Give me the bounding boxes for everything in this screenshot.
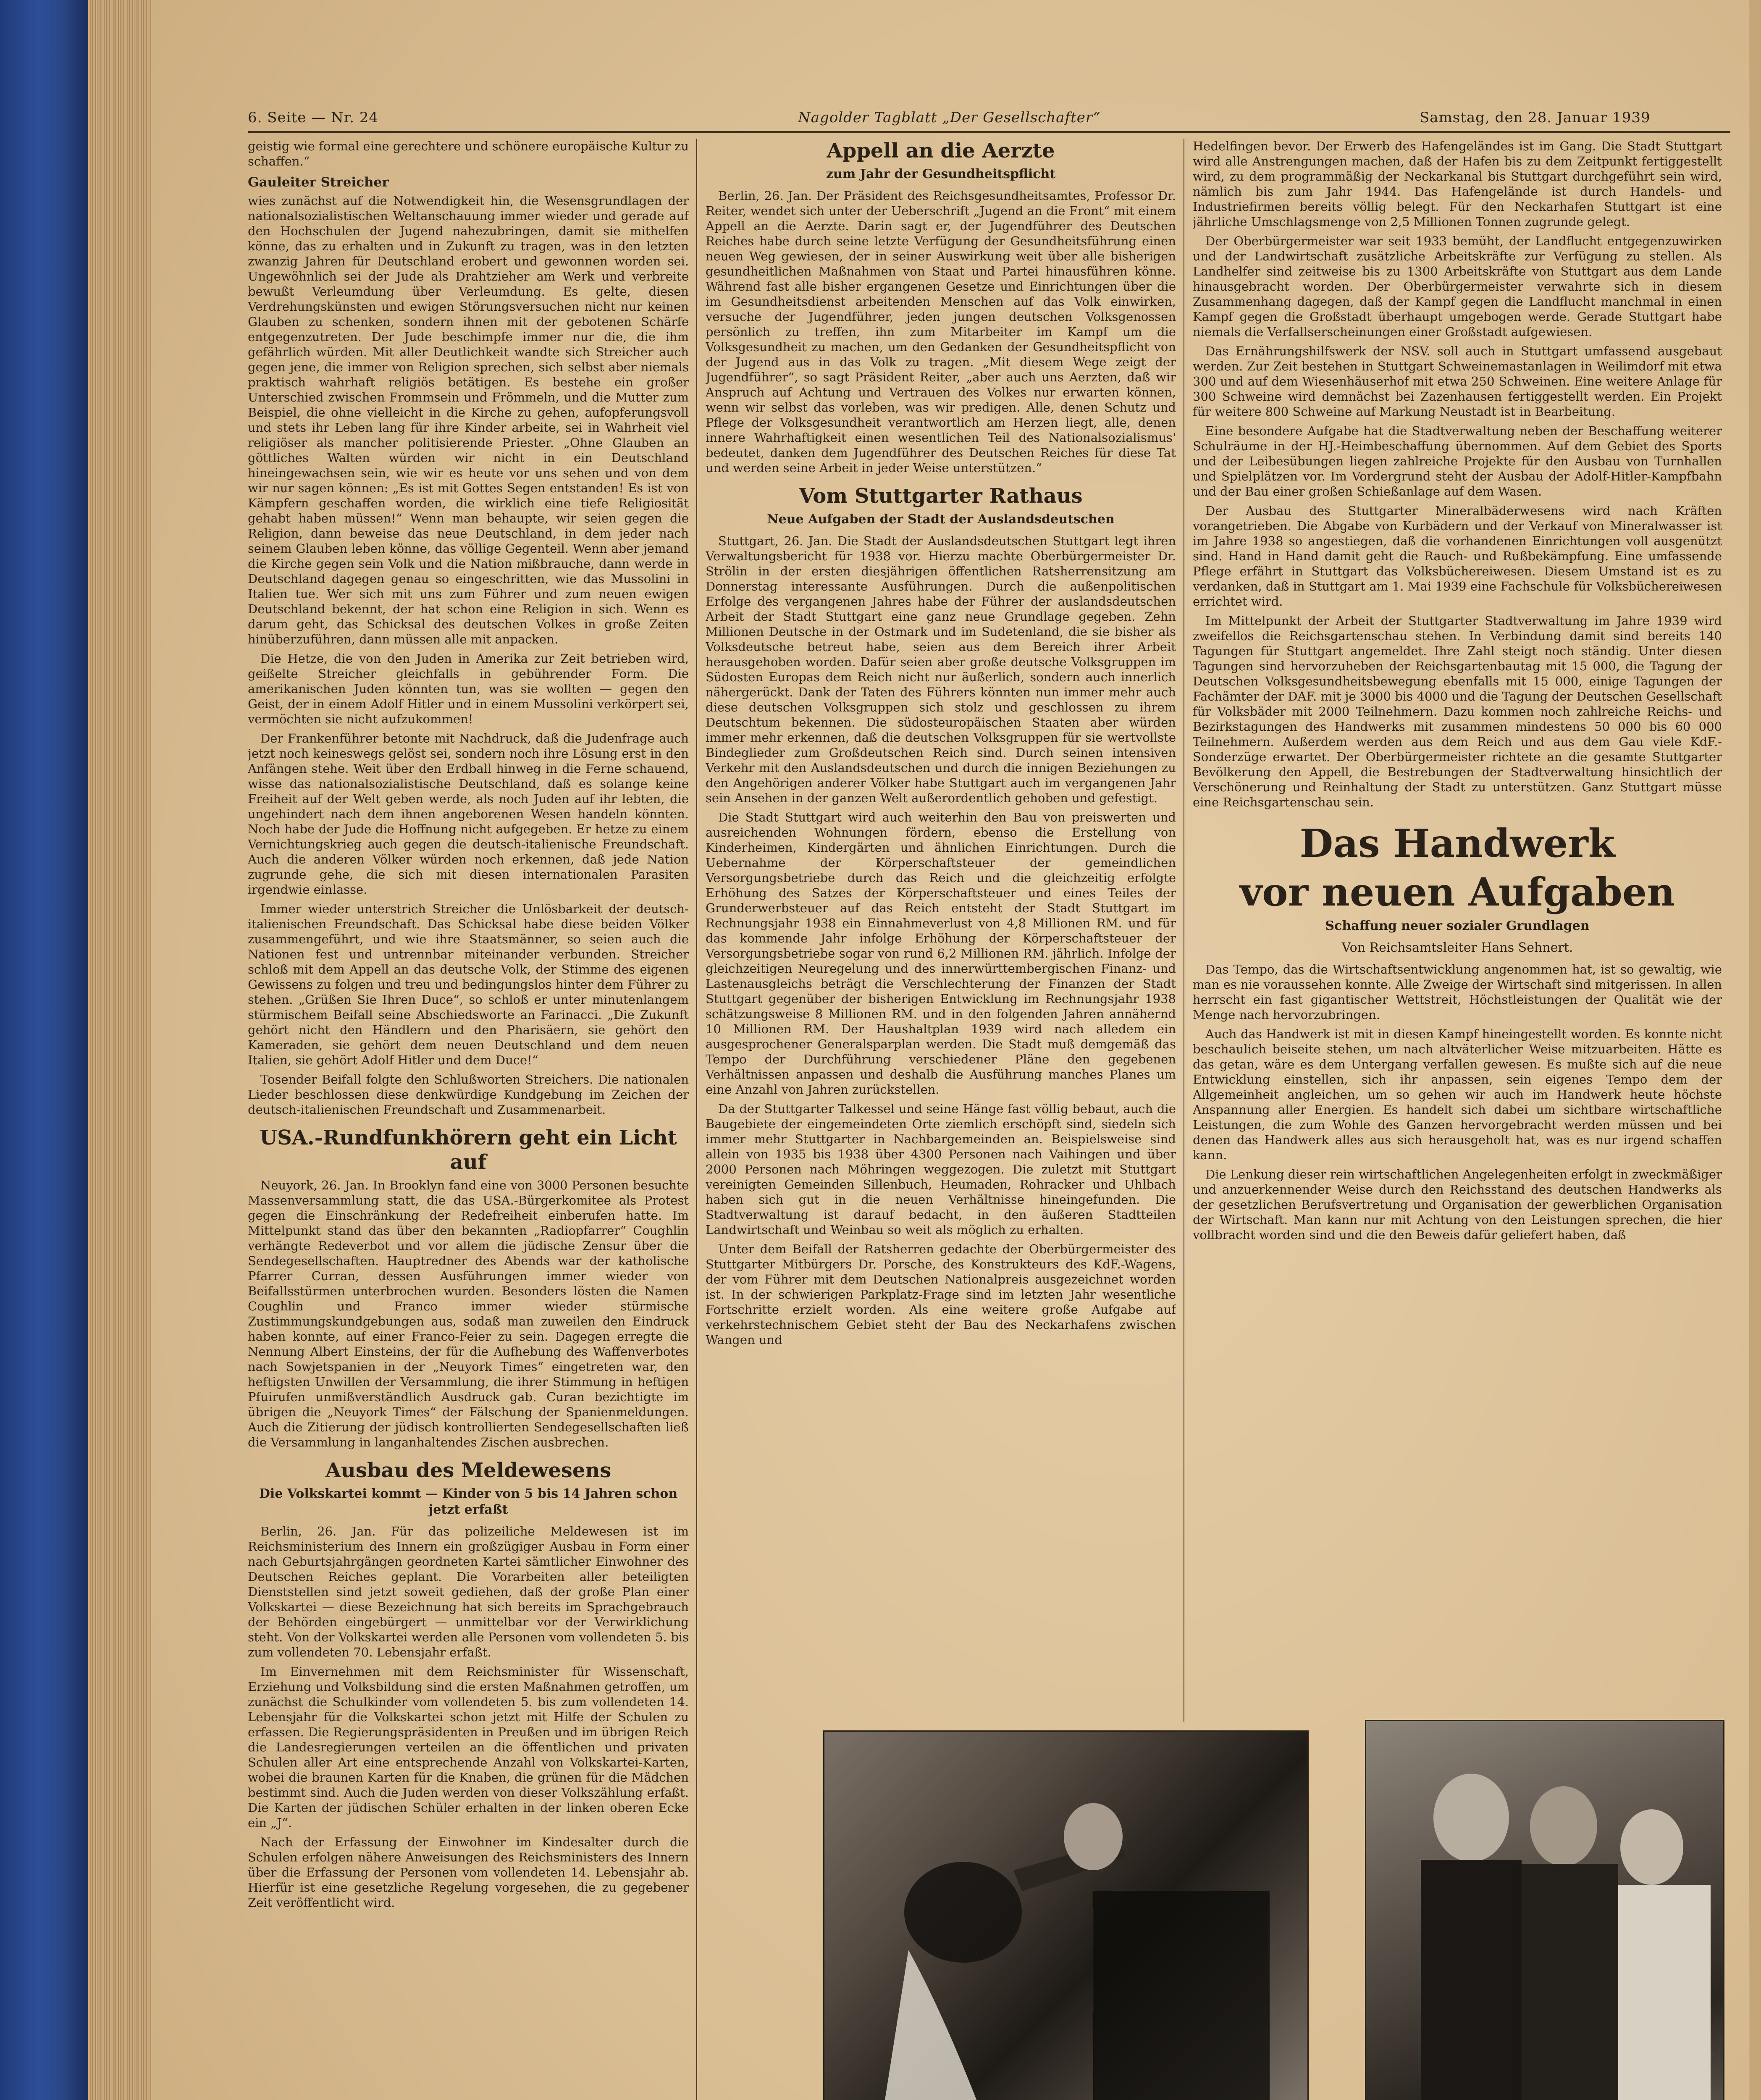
paragraph: Nach der Erfassung der Einwohner im Kindesalter durch die Schulen erfolgen nähere Anweisungen des Reichsministers des Innern über die Erfassung der Personen vom vollendeten 14. Lebensjahr ab. Hierfür ist eine gesetzliche Regelung vorgesehen, die zu gegebener Zeit veröffentlicht wird. (248, 1835, 689, 1910)
paragraph: Das Tempo, das die Wirtschaftsentwicklung angenommen hat, ist so gewaltig, wie man es nie voraussehen konnte. Alle Zweige der Wirtschaft sind mitgerissen. In allen herrscht ein fast gigantischer Wettstreit, Höchstleistungen der Qualität wie der Menge nach hervorzubringen. (1193, 962, 1722, 1022)
column-1 (248, 139, 689, 2100)
paragraph: Im Einvernehmen mit dem Reichsminister für Wissenschaft, Erziehung und Volksbildung sind die ersten Maßnahmen getroffen, um zunächst die Schulkinder vom vollendeten 5. bis zum vollendeten 14. Lebensjahr für die Volkskartei schon jetzt mit Hilfe der Schulen zu erfassen. Die Regierungspräsidenten in Preußen und im übrigen Reich die Landesregierungen verteilen an die öffentlichen und privaten Schulen aller Art eine entsprechende Anzahl von Volkskartei-Karten, wobei die braunen Karten für die Knaben, die grünen für die Mädchen bestimmt sind. Auch die Juden werden von dieser Volkszählung erfaßt. Die Karten der jüdischen Schüler erhalten in der linken oberen Ecke ein „J“. (248, 1664, 689, 1830)
photo-left-film-scene (823, 1730, 1309, 2100)
paragraph: Eine besondere Aufgabe hat die Stadtverwaltung neben der Beschaffung weiterer Schulräume in der HJ.-Heimbeschaffung übernommen. Auf dem Gebiet des Sports und der Leibesübungen liegen zahlreiche Projekte für den Ausbau von Turnhallen und Spielplätzen vor. Im Vordergrund steht der Ausbau der Adolf-Hitler-Kampfbahn und der Bau einer großen Schießanlage auf dem Wasen. (1193, 424, 1722, 499)
paragraph: Im Mittelpunkt der Arbeit der Stuttgarter Stadtverwaltung im Jahre 1939 wird zweifellos die Reichsgartenschau stehen. In Verbindung damit sind bereits 140 Tagungen für Stuttgart angemeldet. Ihre Zahl steigt noch ständig. Unter diesen Tagungen sind hervorzuheben der Reichsgartenbautag mit 15 000, die Tagung der Deutschen Volksgesundheitsbewegung ebenfalls mit 15 000, einige Tagungen der Fachämter der DAF. mit je 3000 bis 4000 und die Tagung der Deutschen Gesellschaft für Volksbäder mit 2000 Teilnehmern. Dazu kommen noch zahlreiche Reichs- und Bezirkstagungen des Handwerks mit zusammen mindestens 50 000 bis 60 000 Teilnehmern. Außerdem werden aus dem Reich und aus dem Gau viele KdF.-Sonderzüge erwartet. Der Oberbürgermeister richtete an die gesamte Stuttgarter Bevölkerung den Appell, die Bestrebungen der Stadtverwaltung hinsichtlich der Verschönerung und Reinhaltung der Stadt zu unterstützen. Ganz Stuttgart müsse eine Reichsgartenschau sein. (1193, 614, 1722, 809)
paragraph: Tosender Beifall folgte den Schlußworten Streichers. Die nationalen Lieder beschlossen diese denkwürdige Kundgebung im Zeichen der deutsch-italienischen Freundschaft und Zusammenarbeit. (248, 1072, 689, 1117)
article-intro: geistig wie formal eine gerechtere und schönere europäische Kultur zu schaffen.“ (248, 139, 689, 168)
paragraph: Das Ernährungshilfswerk der NSV. soll auch in Stuttgart umfassend ausgebaut werden. Zur Zeit bestehen in Stuttgart Schweinemastanlagen in Weilimdorf mit etwa 300 und auf dem Wiesenhäuserhof mit etwa 250 Schweinen. Eine weitere Anlage für 300 Schweine wird demnächst bei Zazenhausen fertiggestellt werden. Ein Projekt für weitere 800 Schweine auf Markung Neustadt ist in Bearbeitung. (1193, 344, 1722, 419)
page-edges (88, 0, 151, 2100)
subheadline-rathaus: Neue Aufgaben der Stadt der Auslandsdeutschen (767, 512, 1115, 527)
headline-appell: Appell an die Aerzte (827, 139, 1055, 163)
paragraph: Auch das Handwerk ist mit in diesen Kampf hineingestellt worden. Es konnte nicht beschaulich beiseite stehen, um nach altväterlicher Weise mitzuarbeiten. Hätte es das getan, wäre es dem Untergang verfallen gewesen. Es mußte sich auf die neue Entwicklung einstellen, sich ihr anpassen, sein eigenes Tempo dem der Allgemeinheit angleichen, um so gehen wir auch im Handwerk heute höchste Anspannung aller Energien. Es handelt sich dabei um sichtbare wirtschaftliche Leistungen, die zum Wohle des Ganzen hervorgebracht werden müssen und bei denen das Handwerk alles aus sich herausgeholt hat, was es nur irgend schaffen kann. (1193, 1027, 1722, 1162)
paragraph: Neuyork, 26. Jan. In Brooklyn fand eine von 3000 Personen besuchte Massenversammlung statt, die das USA.-Bürgerkomitee als Protest gegen die Einschränkung der Redefreiheit einberufen hatte. Im Mittelpunkt stand das über den bekannten „Radiopfarrer“ Coughlin verhängte Redeverbot und vor allem die jüdische Zensur über die Sendegesellschaften. Hauptredner des Abends war der katholische Pfarrer Curran, dessen Ausführungen immer wieder von Beifallsstürmen unterbrochen wurden. Besonders lösten die Namen Coughlin und Franco immer wieder stürmische Zustimmungskundgebungen aus, sodaß man zuweilen den Eindruck haben konnte, auf einer Franco-Feier zu sein. Dagegen erregte die Nennung Albert Einsteins, der für die Aufhebung des Waffenverbotes nach Sowjetspanien in der „Neuyork Times“ eingetreten war, den heftigsten Unwillen der Versammlung, die ihrer Stimmung in heftigen Pfuirufen unmißverständlich Ausdruck gab. Curan bezichtigte im übrigen die „Neuyork Times“ der Fälschung der Spanienmeldungen. Auch die Zitierung der jüdisch kontrollierten Sendegesellschaften ließ die Versammlung in langanhaltendes Zischen ausbrechen. (248, 1178, 689, 1449)
paragraph: Der Oberbürgermeister war seit 1933 bemüht, der Landflucht entgegenzuwirken und der Landwirtschaft zusätzliche Arbeitskräfte zur Verfügung zu stellen. Als Landhelfer sind zeitweise bis zu 1300 Arbeitskräfte von Stuttgart aus dem Lande hinausgebracht worden. Der Oberbürgermeister verwahrte sich in diesem Zusammenhang dagegen, daß der Kampf gegen die Landflucht manchmal in einen Kampf gegen die Großstadt überhaupt umgebogen werde. Gerade Stuttgart habe niemals die Verfallserscheinungen einer Großstadt aufgewiesen. (1193, 234, 1722, 339)
headline-usa-rundfunk: USA.-Rundfunkhörern geht ein Licht auf (260, 1126, 677, 1174)
paragraph: Hedelfingen bevor. Der Erwerb des Hafengeländes ist im Gang. Die Stadt Stuttgart wird alle Anstrengungen machen, daß der Hafen bis zu dem Zeitpunkt fertiggestellt wird, zu dem programmäßig der Neckarkanal bis Stuttgart durchgeführt sein wird, nämlich bis zum Jahr 1944. Das Hafengelände ist durch Handels- und Industriefirmen bereits völlig belegt. Für den Neckarhafen Stuttgart ist eine jährliche Umschlagsmenge von 2,5 Millionen Tonnen zugrunde gelegt. (1193, 139, 1722, 229)
byline-handwerk: Von Reichsamtsleiter Hans Sehnert. (1341, 940, 1573, 955)
newspaper-page (151, 0, 1761, 2100)
headline-rathaus: Vom Stuttgarter Rathaus (799, 484, 1083, 508)
column-3 (1193, 139, 1722, 1718)
photo-right-film-scene (1365, 1720, 1724, 2100)
paragraph: Der Ausbau des Stuttgarter Mineralbäderwesens wird nach Kräften vorangetrieben. Die Abgabe von Kurbädern und der Verkauf von Mineralwasser ist im Jahre 1938 so angestiegen, daß die vorhandenen Einrichtungen voll ausgenützt sind. Hand in Hand damit geht die Rauch- und Rußbekämpfung. Eine umfassende Pflege erfährt in Stuttgart das Volksbüchereiwesen. Diesem Umstand ist es zu verdanken, daß in Stuttgart am 1. Mai 1939 eine Fachschule für Volksbüchereiwesen errichtet wird. (1193, 504, 1722, 609)
paragraph: Da der Stuttgarter Talkessel und seine Hänge fast völlig bebaut, auch die Baugebiete der eingemeindeten Orte ziemlich erschöpft sind, siedeln sich immer mehr Stuttgarter in Nachbargemeinden an. Beispielsweise sind allein von 1935 bis 1938 über 4300 Personen nach Vaihingen und über 2000 Personen nach Möhringen weggezogen. Die zuletzt mit Stuttgart vereinigten Gemeinden Sillenbuch, Heumaden, Rohracker und Uhlbach haben sich gut in die neuen Verhältnisse hineingefunden. Die Stadtverwaltung ist darauf bedacht, in den äußeren Stadtteilen Landwirtschaft und Weinbau so weit als möglich zu erhalten. (706, 1102, 1176, 1237)
photo-left-figures (824, 1732, 1307, 2100)
paragraph: Immer wieder unterstrich Streicher die Unlösbarkeit der deutsch-italienischen Freundschaft. Das Schicksal habe diese beiden Völker zusammengeführt, und wie ihre Staatsmänner, so seien auch die Nationen fest und untrennbar miteinander verbunden. Streicher schloß mit dem Appell an das deutsche Volk, der Stimme des eigenen Gewissens zu folgen und treu und bedingungslos hinter dem Führer zu stehen. „Grüßen Sie Ihren Duce“, so schloß er unter minutenlangem stürmischem Beifall seine Abschiedsworte an Farinacci. „Die Zukunft gehört nicht den Händlern und den Pharisäern, sie gehört den Kameraden, sie gehört dem neuen Deutschland und dem neuen Italien, sie gehört Adolf Hitler und dem Duce!“ (248, 902, 689, 1067)
paragraph: Stuttgart, 26. Jan. Die Stadt der Auslandsdeutschen Stuttgart legt ihren Verwaltungsbericht für 1938 vor. Hierzu machte Oberbürgermeister Dr. Strölin in der ersten diesjährigen öffentlichen Ratsherrensitzung am Donnerstag interessante Ausführungen. Durch die außenpolitischen Erfolge des vergangenen Jahres habe der Führer der auslandsdeutschen Arbeit der Stadt Stuttgart eine ganz neue Grundlage gegeben. Zehn Millionen Deutsche in der Ostmark und im Sudetenland, die sie bisher als Volksdeutsche betreut habe, seien aus dem Bereich ihrer Arbeit herausgehoben worden. Dafür seien aber große deutsche Volksgruppen im Südosten Europas dem Reich nicht nur äußerlich, sondern auch innerlich nähergerückt. Dank der Taten des Führers könnten nun immer mehr auch diese deutschen Volksgruppen sich stolz und geschlossen zu ihrem Deutschtum bekennen. Die südosteuropäischen Staaten aber würden immer mehr erkennen, daß die deutschen Volksgruppen für sie wertvollste Bindeglieder zum Großdeutschen Reich sind. Durch seinen intensiven Verkehr mit den Auslandsdeutschen und durch die innigen Beziehungen zu den Angehörigen anderer Völker habe Stuttgart auch im vergangenen Jahr sein Ansehen in der ganzen Welt außerordentlich gehoben und gefestigt. (706, 534, 1176, 805)
subheadline-volkskartei: Die Volkskartei kommt — Kinder von 5 bis 14 Jahren schon jetzt erfaßt (259, 1486, 678, 1517)
page-right-edge (1749, 0, 1761, 2100)
paragraph: Berlin, 26. Jan. Der Präsident des Reichsgesundheitsamtes, Professor Dr. Reiter, wendet sich unter der Ueberschrift „Jugend an die Front“ mit einem Appell an die Aerzte. Darin sagt er, der Jugendführer des Deutschen Reiches habe durch seine letzte Verfügung der Gesundheitsführung einen neuen Weg gewiesen, der in seiner Auswirkung weit über alle bisherigen gesundheitlichen Maßnahmen von Staat und Partei hinausführen könne. Während fast alle bisher ergangenen Gesetze und Einrichtungen über die im Gesundheitsdienst arbeitenden Menschen auf das Volk einwirken, versuche der Jugendführer, jeden jungen deutschen Volksgenossen persönlich zu treffen, ihn zum Mitarbeiter im Kampf um die Volksgesundheit zu machen, um den Gedanken der Gesundheitspflicht von der Jugend aus in das Volk zu tragen. „Mit diesem Wege zeigt der Jugendführer“, so sagt Präsident Reiter, „aber auch uns Aerzten, daß wir Anspruch auf Achtung und Vertrauen des Volkes nur erwarten können, wenn wir selbst das vorleben, was wir predigen. Alle, denen Schutz und Pflege der Volksgesundheit verantwortlich am Herzen liegt, alle, denen innere Wahrhaftigkeit einen wesentlichen Teil des Nationalsozialismus' bedeutet, danken dem Jugendführer des Deutschen Reiches für diese Tat und werden seine Arbeit in jeder Weise unterstützen.“ (706, 189, 1176, 475)
subheading-streicher: Gauleiter Streicher (248, 175, 389, 190)
issue-date: Samstag, den 28. Januar 1939 (1420, 109, 1651, 126)
headline-handwerk-line1: Das Handwerk (1299, 821, 1615, 866)
paragraph: Berlin, 26. Jan. Für das polizeiliche Meldewesen ist im Reichsministerium des Innern ein großzügiger Ausbau in Form einer nach Geburtsjahrgängen geordneten Kartei sämtlicher Einwohner des Deutschen Reiches geplant. Die Vorarbeiten aller beteiligten Dienststellen sind jetzt soweit gediehen, daß der große Plan einer Volkskartei — diese Bezeichnung hat sich bereits im Sprachgebrauch der Behörden eingebürgert — unmittelbar vor der Verwirklichung steht. Von der Volkskartei werden alle Personen vom vollendeten 5. bis zum vollendeten 70. Lebensjahr erfaßt. (248, 1524, 689, 1659)
paragraph: Die Hetze, die von den Juden in Amerika zur Zeit betrieben wird, geißelte Streicher gleichfalls in gebührender Form. Die amerikanischen Juden könnten tun, was sie wollten — gegen den Geist, der in einem Adolf Hitler und in einem Mussolini verkörpert sei, vermöchten sie nicht aufzukommen! (248, 651, 689, 726)
column-divider-1 (696, 139, 697, 2100)
paragraph: wies zunächst auf die Notwendigkeit hin, die Wesensgrundlagen der nationalsozialistischen Weltanschauung immer wieder und gerade auf den Hochschulen der Jugend nahezubringen, damit sie mithelfen könne, das zu erhalten und in Zukunft zu tragen, was in den letzten zwanzig Jahren für Deutschland erobert und gewonnen worden sei. Ungewöhnlich sei der Jude als Drahtzieher am Werk und verbreite bewußt Verleumdung über Verleumdung. Es gelte, diesen Verdrehungskünsten und ewigen Störungsversuchen nicht nur keinen Glauben zu schenken, sondern ihnen mit der gebotenen Schärfe entgegenzutreten. Der Jude beschimpfe immer nur die, die ihm gefährlich würden. Mit aller Deutlichkeit wandte sich Streicher auch gegen jene, die immer von Religion sprechen, sich selbst aber niemals praktisch wahrhaft religiös betätigen. Es bestehe ein großer Unterschied zwischen Frommsein und Frömmeln, und die Mutter zum Beispiel, die ohne vielleicht in die Kirche zu gehen, aufopferungsvoll und stets ihr Leben lang für ihre Kinder arbeite, sei in Wahrheit viel religiöser als mancher politisierende Priester. „Ohne Glauben an göttliches Walten würden wir nicht in ein Deutschland hineingewachsen sein, wie wir es heute vor uns sehen und von dem wir nur sagen können: „Es ist mit Gottes Segen entstanden! Es ist von Kämpfern geschaffen worden, die wirklich eine tiefe Religiosität gehabt haben müssen!“ Wenn man behaupte, wir seien gegen die Religion, dann beweise das neue Deutschland, in dem jeder nach seinem Glauben leben könne, das völlige Gegenteil. Wenn aber jemand die Kirche gegen sein Volk und die Nation mißbrauche, dann werde in Deutschland dagegen genau so eingeschritten, wie das Mussolini in Italien tue. Wer sich mit uns zum Führer und zum neuen ewigen Deutschland bekennt, der hat schon eine Religion in sich. Wenn es darum geht, das Schicksal des deutschen Volkes in große Zeiten hinüberzuführen, dann müssen alle mit anpacken. (248, 194, 689, 646)
paragraph: Die Lenkung dieser rein wirtschaftlichen Angelegenheiten erfolgt in zweckmäßiger und anzuerkennender Weise durch den Reichsstand des deutschen Handwerks als der gesetzlichen Berufsvertretung und Organisation der gewerblichen Organisation der Wirtschaft. Man kann nur mit Achtung von den Leistungen sprechen, die hier vollbracht worden sind und die den Beweis dafür geliefert haben, daß (1193, 1167, 1722, 1242)
header-rule (248, 131, 1730, 133)
masthead: Nagolder Tagblatt „Der Gesellschafter“ (798, 109, 1101, 126)
subheadline-appell: zum Jahr der Gesundheitspflicht (826, 167, 1056, 181)
page-number: 6. Seite — Nr. 24 (248, 109, 379, 126)
photo-right-figures (1366, 1721, 1723, 2100)
paragraph: Die Stadt Stuttgart wird auch weiterhin den Bau von preiswerten und ausreichenden Wohnungen fördern, ebenso die Erstellung von Kinderheimen, Kindergärten und ähnlichen Einrichtungen. Durch die Uebernahme der Körperschaftsteuer der gemeindlichen Versorgungsbetriebe durch das Reich und die gleichzeitig erfolgte Erhöhung des Satzes der Körperschaftsteuer und eines Teiles der Grunderwerbsteuer auf das Reich entsteht der Stadt Stuttgart im Rechnungsjahr 1938 ein Einnahmeverlust von 4,8 Millionen RM. und für das kommende Jahr infolge Erhöhung der Körperschaftsteuer der Versorgungsbetriebe sogar von rund 6,2 Millionen RM. jährlich. Infolge der gleichzeitigen Neuregelung und des innerwürttembergischen Finanz- und Lastenausgleichs beträgt die Verschlechterung der Finanzen der Stadt Stuttgart gegenüber der bisherigen Entwicklung im Rechnungsjahr 1938 schätzungsweise 8 Millionen RM. und in den folgenden Jahren annähernd 10 Millionen RM. Der Haushaltplan 1939 wird nach alledem ein ausgesprochener Generalsparplan werden. Die Stadt muß demgemäß das Tempo der Durchführung verschiedener Pläne den gegebenen Verhältnissen anpassen und deshalb die Ausführung manches Planes um eine Anzahl von Jahren zurückstellen. (706, 810, 1176, 1097)
book-binding (0, 0, 88, 2100)
paragraph: Unter dem Beifall der Ratsherren gedachte der Oberbürgermeister des Stuttgarter Mitbürgers Dr. Porsche, des Konstrukteurs des KdF.-Wagens, der vom Führer mit dem Deutschen Nationalpreis ausgezeichnet worden ist. In der schwierigen Parkplatz-Frage sind im letzten Jahr wesentliche Fortschritte erzielt worden. Als eine weitere große Aufgabe auf verkehrstechnischem Gebiet steht der Bau des Neckarhafens zwischen Wangen und (706, 1242, 1176, 1347)
headline-handwerk-line2: vor neuen Aufgaben (1239, 869, 1675, 915)
subheadline-handwerk: Schaffung neuer sozialer Grundlagen (1325, 919, 1590, 933)
headline-meldewesen: Ausbau des Meldewesens (325, 1459, 611, 1482)
column-2 (706, 139, 1176, 1718)
paragraph: Der Frankenführer betonte mit Nachdruck, daß die Judenfrage auch jetzt noch keineswegs gelöst sei, sondern noch ihre Lösung erst in den Anfängen stehe. Weit über den Erdball hinweg in die Ferne schauend, wisse das nationalsozialistische Deutschland, daß es solange keine Freiheit auf der Welt geben werde, als noch Juden auf ihr lebten, die ungehindert nach dem ihnen angeborenen Wesen handeln könnten. Noch habe der Jude die Hoffnung nicht aufgegeben. Er hetze zu einem Vernichtungskrieg auch gegen die deutsch-italienische Freundschaft. Auch die anderen Völker würden noch erkennen, daß jede Nation zugrunde gehe, die sich mit diesen internationalen Parasiten irgendwie einlasse. (248, 731, 689, 897)
